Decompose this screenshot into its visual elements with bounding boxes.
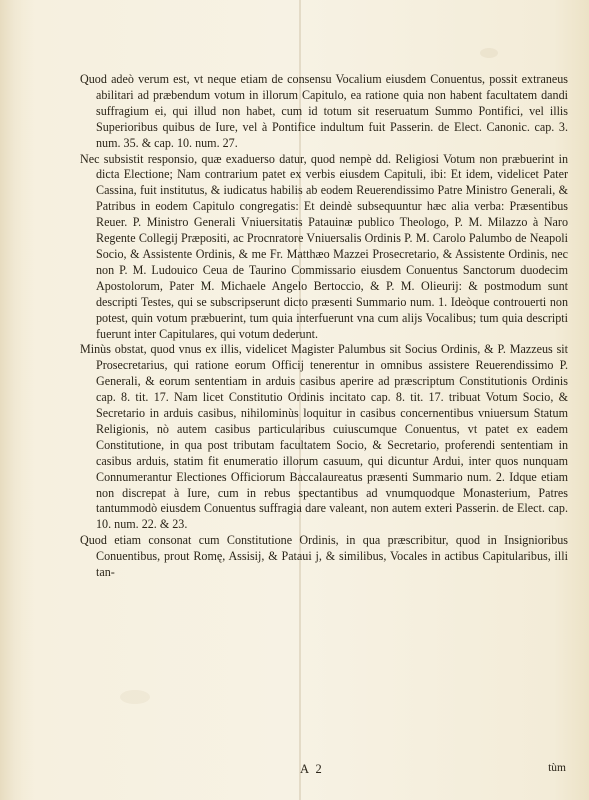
signature-mark: A 2 [300, 762, 324, 776]
catchword: tùm [548, 762, 566, 774]
paragraph: Quod adeò verum est, vt neque etiam de consensu Vocalium eiusdem Conuentus, possit extraneus abilitari ad præbendum votum in illorum Capitulo, ea ratione quia non habent facultatem dandi suffragium ei, qui illud non habet, cum id totum sit reseruatum Summo Pontifici, vel illis Superioribus quibus de Iure, vel à Pontifice indultum fuit Passerin. de Elect. Canonic. cap. 3. num. 35. & cap. 10. num. 27. [80, 72, 568, 150]
page-footer [80, 762, 568, 780]
paragraph: Nec subsistit responsio, quæ exaduerso datur, quod nempè dd. Religiosi Votum non præbuerint in dicta Electione; Nam contrarium patet ex verbis eiusdem Capituli, ibi: Et idem, videlicet Pater Cassina, fuit institutus, & iudicatus habilis ab eodem Reuerendissimo Patre Ministro Generali, & Patribus in eodem Capitulo congregatis: Et deindè subsequuntur hæc alia verba: Præsentibus Reuer. P. Ministro Generali Vniuersitatis Patauinæ publico Theologo, P. M. Milazzo à Naro Regente Collegij Præpositi, ac Procnratore Vniuersalis Ordinis P. M. Carolo Palumbo de Neapoli Socio, & Assistente Ordinis, & me Fr. Matthæo Mazzei Prosecretario, & Assistente Ordinis, nec non P. M. Ludouico Ceua de Taurino Commissario eiusdem Conuentus Sanctorum duodecim Apostolorum, Pater M. Michaele Angelo Bertoccio, & P. M. Olieurij: & postmodum sunt descripti Testes, qui se subscripserunt dicto præsenti Summario num. 1. Ideòque controuerti non potest, quin votum præbuerint, tum quia interfuerunt vna cum alijs Vocalibus; tum quia descripti fuerunt inter Capitulares, qui votum dederunt. [80, 151, 568, 341]
paragraph: Quod etiam consonat cum Constitutione Ordinis, in qua præscribitur, quod in Insignioribus Conuentibus, prout Romę, Assisij, & Pataui j, & similibus, Vocales in actibus Capitularibus, illi tan- [80, 533, 568, 580]
paper-stain [120, 690, 150, 704]
body-text [80, 72, 568, 581]
paragraph: Minùs obstat, quod vnus ex illis, videlicet Magister Palumbus sit Socius Ordinis, & P. Mazzeus sit Prosecretarius, qui ratione eorum Officij tenerentur in omnibus assistere Reuerendissimo P. Generali, & eorum sententiam in arduis casibus aperire ad præscriptum Constitutionis Ordinis cap. 8. tit. 17. Nam licet Constitutio Ordinis incitato cap. 8. tit. 17. tribuat Votum Socio, & Secretario in arduis casibus, nihilominùs loquitur in casibus concernentibus vniuersum Statum Religionis, nò autem casibus particularibus cuiuscumque Conuentus, vt patet ex eadem Constitutione, in qua post tributam facultatem Socio, & Secretario, proferendi sententiam in casibus arduis, statim fit enumeratio illorum casuum, qui dicuntur Ardui, inter quos nunquam Connumerantur Electiones Officiorum Baccalaureatus præsenti Summario num. 2. Idque etiam non discrepat à Iure, cum in rebus spectantibus ad vnumquodque Monasterium, Patres tantummodò eiusdem Conuentus suffragia dare valeant, non autem exteri Passerin. de Elect. cap. 10. num. 22. & 23. [80, 342, 568, 532]
paper-stain [480, 48, 498, 58]
page-edge [0, 0, 22, 800]
